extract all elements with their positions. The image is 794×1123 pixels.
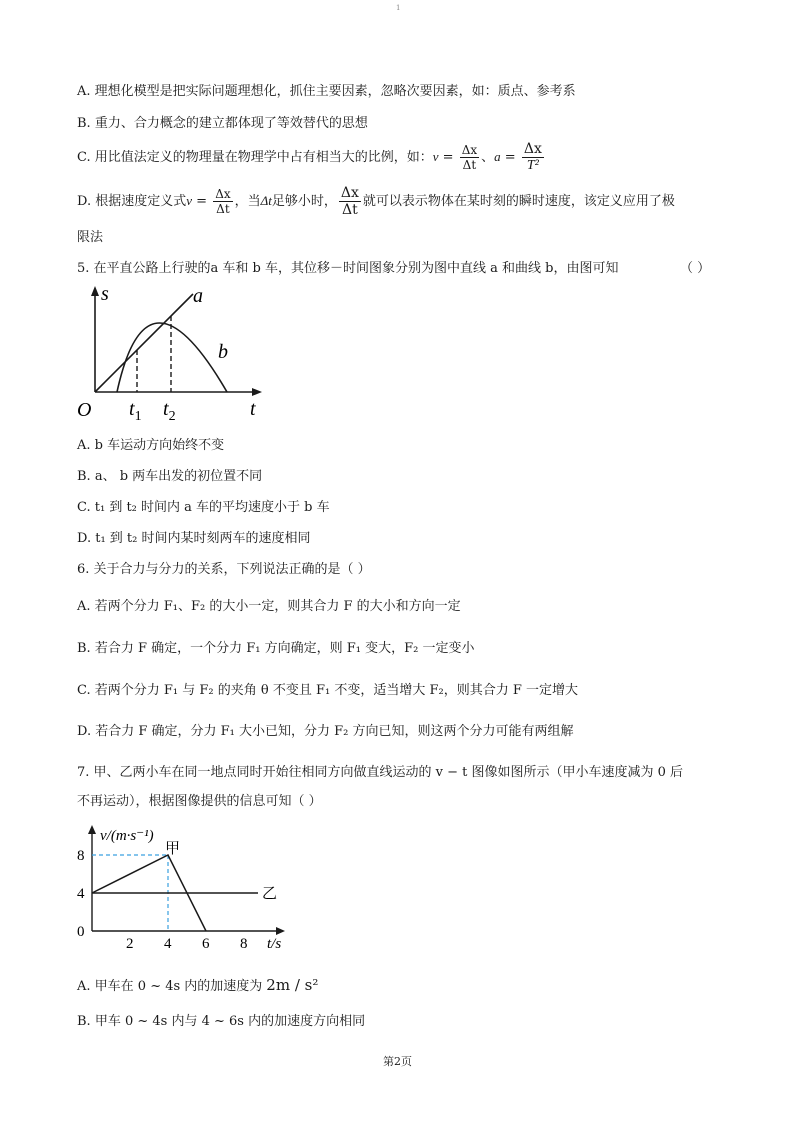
q7-label-jia: 甲 — [165, 841, 181, 857]
q7-axis-label-v: v/(m·s⁻¹) — [100, 828, 154, 844]
fraction-numerator: Δx — [340, 185, 359, 201]
q7-option-a — [77, 972, 318, 1000]
q4-option-c — [77, 140, 546, 175]
q7-y-tick-4: 4 — [77, 886, 85, 902]
q5-origin-label: O — [77, 399, 92, 421]
fraction-numerator: Δx — [215, 187, 231, 201]
q7-x-tick-4: 4 — [164, 936, 172, 952]
q7-y-tick-0: 0 — [77, 924, 85, 940]
fraction-denominator: Δt — [462, 158, 477, 172]
q5-tick-t1-sub: 1 — [134, 409, 142, 424]
fraction-numerator: Δx — [461, 143, 478, 157]
fraction-denominator: Δt — [342, 202, 358, 218]
q5-tick-t2-sub: 2 — [168, 409, 176, 424]
fraction-dx-dt-large — [339, 185, 361, 218]
q5-option-a: A. b 车运动方向始终不变 — [77, 438, 225, 453]
fraction-dx-dt — [213, 187, 232, 216]
q4-option-a: A. 理想化模型是把实际问题理想化，抓住主要因素，忽略次要因素，如：质点、参考系 — [77, 84, 576, 99]
q7-y-tick-8: 8 — [77, 848, 85, 864]
symbol-dt: Δt — [260, 193, 272, 208]
fraction-dx-dt — [460, 143, 479, 172]
q4-option-d-text: D. 根据速度定义式 — [77, 194, 187, 209]
q6-option-c: C. 若两个分力 F₁ 与 F₂ 的夹角 θ 不变且 F₁ 不变，适当增大 F₂，则其合力 F 一定增大 — [77, 683, 578, 698]
q5-tick-t2-main: t — [163, 398, 169, 420]
q4-option-d-continuation: 限法 — [77, 230, 104, 245]
q7-stem-line2: 不再运动），根据图像提供的信息可知（ ） — [77, 794, 322, 809]
q7-axis-label-t: t/s — [267, 936, 282, 952]
q6-option-d: D. 若合力 F 确定，分力 F₁ 大小已知，分力 F₂ 方向已知，则这两个分力可能有两组解 — [77, 724, 574, 739]
q5-x-axis-arrow — [252, 388, 262, 396]
q4-option-d-text: 足够小时， — [271, 194, 337, 209]
q7-option-a-text: A. 甲车在 0 ~ 4s 内的加速度为 — [77, 979, 263, 994]
q4-option-d-text: 就可以表示物体在某时刻的瞬时速度，该定义应用了极 — [362, 194, 675, 209]
symbol-v: v — [186, 193, 193, 208]
q7-label-yi: 乙 — [262, 886, 278, 902]
fraction-denominator: T² — [526, 158, 539, 173]
fraction-denominator: Δt — [216, 202, 230, 216]
q5-position-time-graph — [75, 282, 275, 427]
equals-sign: = — [192, 194, 212, 209]
q6-stem: 6. 关于合力与分力的关系，下列说法正确的是（ ） — [77, 562, 371, 577]
q7-stem-line1: 7. 甲、乙两小车在同一地点同时开始往相同方向做直线运动的 v − t 图像如图所示（甲小车速度减为 0 后 — [77, 765, 684, 780]
q5-tick-t2 — [163, 398, 176, 424]
q6-option-b: B. 若合力 F 确定，一个分力 F₁ 方向确定，则 F₁ 变大，F₂ 一定变小 — [77, 641, 475, 656]
q6-option-a: A. 若两个分力 F₁、F₂ 的大小一定，则其合力 F 的大小和方向一定 — [77, 599, 461, 614]
q5-line-a — [95, 294, 193, 392]
q5-axes — [91, 286, 262, 396]
q5-curve-b — [117, 323, 227, 392]
q5-tick-t1 — [129, 398, 142, 424]
q5-tick-t1-main: t — [129, 398, 135, 420]
q5-answer-paren: （ ） — [680, 261, 711, 276]
q4-option-d — [77, 183, 675, 220]
equals-sign: = — [438, 150, 458, 165]
symbol-a: a — [494, 149, 501, 164]
separator: 、 — [481, 150, 495, 165]
q5-y-axis-arrow — [91, 286, 99, 296]
q4-option-b: B. 重力、合力概念的建立都体现了等效替代的思想 — [77, 116, 368, 131]
symbol-v: v — [432, 149, 439, 164]
q5-option-c: C. t₁ 到 t₂ 时间内 a 车的平均速度小于 b 车 — [77, 500, 330, 515]
q7-option-a-value: 2m / s² — [266, 976, 319, 994]
fraction-dx-t2 — [522, 141, 544, 174]
q7-option-b: B. 甲车 0 ~ 4s 内与 4 ~ 6s 内的加速度方向相同 — [77, 1014, 366, 1029]
q5-option-d: D. t₁ 到 t₂ 时间内某时刻两车的速度相同 — [77, 531, 311, 546]
page-number: 第2页 — [383, 1055, 412, 1068]
q5-label-b: b — [218, 341, 228, 363]
q4-option-c-text: C. 用比值法定义的物理量在物理学中占有相当大的比例，如： — [77, 150, 433, 165]
fraction-numerator: Δx — [523, 141, 542, 157]
q5-axis-label-s: s — [101, 283, 109, 305]
q5-axis-label-t: t — [250, 398, 256, 420]
equals-sign: = — [500, 150, 520, 165]
q7-y-axis-arrow — [88, 825, 96, 834]
q5-stem: 5. 在平直公路上行驶的a 车和 b 车，其位移－时间图象分别为图中直线 a 和曲线 b，由图可知 — [77, 261, 619, 276]
q7-x-axis-arrow — [276, 927, 285, 935]
q7-x-tick-8: 8 — [240, 936, 248, 952]
q5-label-a: a — [193, 285, 203, 307]
q5-option-b: B. a、 b 两车出发的初位置不同 — [77, 469, 263, 484]
q7-velocity-time-graph — [72, 820, 302, 955]
q7-x-tick-6: 6 — [202, 936, 210, 952]
q4-option-d-text: ，当 — [234, 194, 261, 209]
q7-x-tick-2: 2 — [126, 936, 134, 952]
header-mark: 1 — [396, 4, 401, 12]
